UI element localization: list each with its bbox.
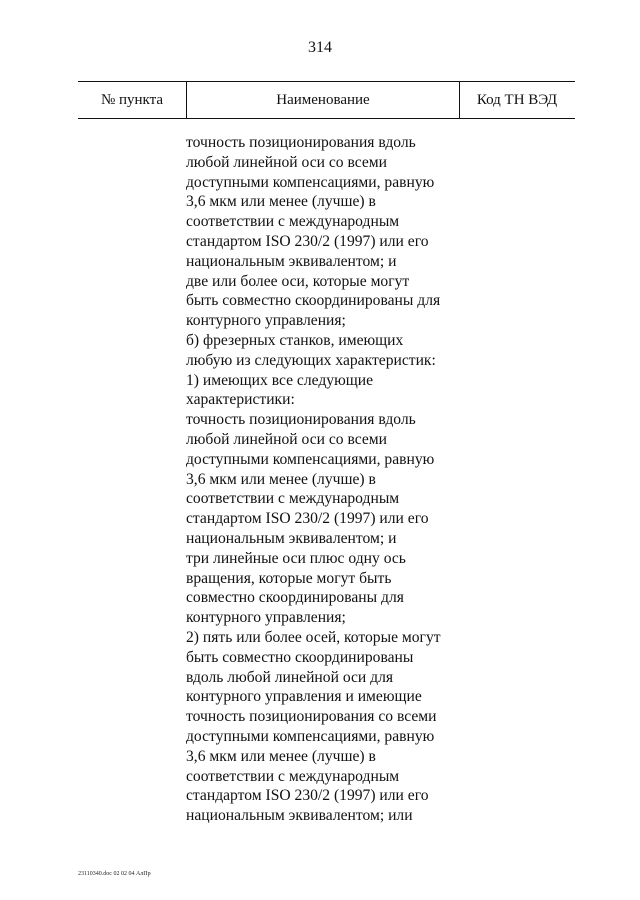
text-line: доступными компенсациями, равную (186, 173, 435, 191)
text-line: соответствии с международным (186, 767, 400, 785)
text-line: соответствии с международным (186, 213, 400, 231)
text-line: 3,6 мкм или менее (лучше) в (186, 193, 376, 211)
text-line: точность позиционирования вдоль (186, 411, 416, 429)
text-line: контурного управления; (186, 312, 346, 330)
text-line: характеристики: (186, 391, 295, 409)
text-line: любой линейной оси со всеми (186, 153, 388, 171)
text-line: любую из следующих характеристик: (186, 351, 436, 369)
text-line: стандартом ISO 230/2 (1997) или его (186, 787, 429, 805)
text-line: быть совместно скоординированы (186, 648, 414, 666)
table-header (78, 81, 575, 119)
text-line: доступными компенсациями, равную (186, 727, 435, 745)
description-text (186, 133, 476, 826)
text-line: соответствии с международным (186, 490, 400, 508)
file-stamp: 23110340.doc 02 02 04 АлПр (78, 871, 151, 877)
text-line: стандартом ISO 230/2 (1997) или его (186, 510, 429, 528)
page-number: 314 (308, 39, 332, 56)
text-line: две или более оси, которые могут (186, 272, 410, 290)
text-line: вдоль любой линейной оси для (186, 668, 394, 686)
text-line: доступными компенсациями, равную (186, 450, 435, 468)
text-line: контурного управления и имеющие (186, 688, 422, 706)
text-line: 2) пять или более осей, которые могут (186, 628, 441, 646)
text-line: любой линейной оси со всеми (186, 430, 388, 448)
text-line: стандартом ISO 230/2 (1997) или его (186, 232, 429, 250)
text-line: совместно скоординированы для (186, 589, 404, 607)
text-line: национальным эквивалентом; и (186, 529, 397, 547)
text-line: быть совместно скоординированы для (186, 292, 441, 310)
text-line: 3,6 мкм или менее (лучше) в (186, 470, 376, 488)
column-header-item-number: № пункта (100, 92, 164, 108)
column-header-tnved-code: Код ТН ВЭД (476, 92, 558, 108)
text-line: точность позиционирования вдоль (186, 134, 416, 151)
text-line: вращения, которые могут быть (186, 569, 392, 587)
text-line: 1) имеющих все следующие (186, 371, 373, 389)
text-line: национальным эквивалентом; или (186, 807, 413, 825)
text-line: 3,6 мкм или менее (лучше) в (186, 747, 376, 765)
text-line: точность позиционирования со всеми (186, 708, 437, 726)
text-line: три линейные оси плюс одну ось (186, 549, 406, 567)
text-line: контурного управления; (186, 609, 346, 627)
text-line: национальным эквивалентом; и (186, 252, 397, 270)
text-line: б) фрезерных станков, имеющих (186, 331, 404, 349)
column-header-name: Наименование (186, 82, 460, 118)
